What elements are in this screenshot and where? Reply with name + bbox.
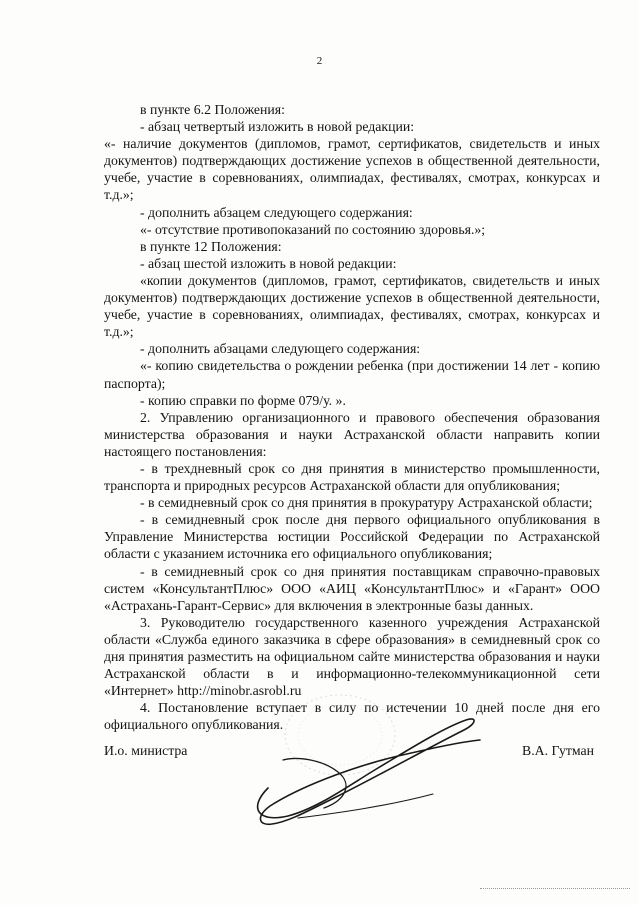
footer-divider bbox=[480, 888, 630, 889]
paragraph: - абзац четвертый изложить в новой редакции: bbox=[140, 119, 415, 135]
paragraph: в пункте 6.2 Положения: bbox=[140, 102, 285, 117]
paragraph: в пункте 12 Положения: bbox=[140, 238, 282, 254]
paragraph: - абзац шестой изложить в новой редакции: bbox=[140, 255, 397, 271]
document-body bbox=[104, 101, 600, 733]
paragraph: - дополнить абзацем следующего содержания: bbox=[140, 204, 413, 220]
paragraph: «- наличие документов (дипломов, грамот, сертификатов, свидетельств и иных документов) подтверждающих достижение успехов в общественной деятельности, учебе, участие в соревнованиях, олимпиадах, фестивалях, смотрах, конкурсах и т.д.»; bbox=[104, 136, 600, 203]
paragraph: 2. Управлению организационного и правового обеспечения образования министерства образования и науки Астраханской области направить копии настоящего постановления: bbox=[104, 409, 600, 459]
signatory-position: И.о. министра bbox=[104, 743, 188, 758]
paragraph: - в трехдневный срок со дня принятия в министерство промышленности, транспорта и природных ресурсов Астраханской области для опубликования; bbox=[104, 460, 600, 494]
page-number: 2 bbox=[316, 55, 323, 67]
paragraph: - в семидневный срок со дня принятия поставщикам справочно-правовых систем «КонсультантПлюс» ООО «АИЦ «КонсультантПлюс» и «Гарант» ООО «Астрахань-Гарант-Сервис» для включения в электронные базы данных. bbox=[104, 563, 600, 613]
paragraph: - дополнить абзацами следующего содержания: bbox=[140, 341, 421, 357]
paragraph: 4. Постановление вступает в силу по истечении 10 дней после дня его официального опубликования. bbox=[104, 700, 600, 733]
paragraph: «копии документов (дипломов, грамот, сертификатов, свидетельств и иных документов) подтверждающих достижение успехов в общественной деятельности, учебе, участие в соревнованиях, олимпиадах, фестивалях, смотрах, конкурсах и т.д.»; bbox=[104, 272, 600, 340]
paragraph: - копию справки по форме 079/у. ». bbox=[140, 392, 346, 408]
paragraph: «- копию свидетельства о рождении ребенка (при достижении 14 лет - копию паспорта); bbox=[104, 358, 600, 391]
paragraph: 3. Руководителю государственного казенного учреждения Астраханской области «Служба единого заказчика в сфере образования» в семидневный срок со дня принятия разместить на официальном сайте министерства образования и науки Астраханской области в и информационно-телекоммуникационной сети «Интернет» http://minobr.asrobl.ru bbox=[104, 614, 600, 699]
paragraph: - в семидневный срок со дня принятия в прокуратуру Астраханской области; bbox=[140, 495, 593, 511]
handwritten-signature-icon bbox=[228, 698, 488, 838]
signatory-name: В.А. Гутман bbox=[522, 743, 595, 758]
paragraph: - в семидневный срок после дня первого официального опубликования в Управление Министерства юстиции Российской Федерации по Астраханской области с указанием источника его официального опубликования; bbox=[104, 512, 600, 562]
paragraph: «- отсутствие противопоказаний по состоянию здоровья.»; bbox=[140, 221, 486, 237]
